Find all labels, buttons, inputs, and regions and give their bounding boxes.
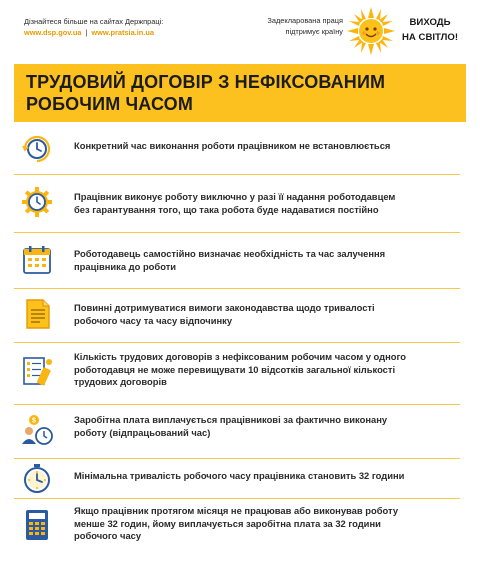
list-item — [16, 408, 462, 454]
header-info-label: Дізнайтеся більше на сайтах Держпраці: — [24, 17, 164, 26]
header-slogan — [237, 15, 343, 37]
gear-clock-icon — [20, 185, 54, 219]
list-item — [16, 294, 462, 338]
list-item-line: Працівник виконує роботу виключно у разі її надання роботодавцем — [74, 191, 396, 202]
campaign-brand — [402, 15, 458, 45]
list-item-line: Мінімальна тривалість робочого часу працівника становить 32 години — [74, 470, 405, 481]
list-item-text — [74, 505, 454, 543]
list-item-line: Якщо працівник протягом місяця не працював або виконував роботу — [74, 505, 399, 516]
link-pratsia[interactable]: www.pratsia.in.ua — [91, 28, 154, 37]
list-item-line: Заробітна плата виплачується працівникові за фактично виконану — [74, 414, 388, 425]
list-item-line: Конкретний час виконання роботи працівником не встановлюється — [74, 140, 391, 151]
list-item-line: працівника до роботи — [74, 260, 177, 272]
list-item-text — [74, 351, 454, 389]
list-item-line: робочого часу та часу відпочинку — [74, 314, 233, 326]
header-info — [24, 16, 163, 38]
divider — [14, 458, 460, 459]
calendar-icon — [20, 243, 54, 277]
divider — [14, 404, 460, 405]
page-title — [26, 71, 385, 115]
page-title-line2: РОБОЧИМ ЧАСОМ — [26, 94, 193, 114]
list-item-line: менше 32 годин, йому виплачується заробітна плата за 32 години — [74, 517, 381, 529]
sun-logo-icon — [346, 6, 396, 56]
document-icon — [20, 297, 54, 331]
list-item-text — [74, 414, 454, 439]
list-item-line: Кількість трудових договорів з нефіксованим робочим часом у одного — [74, 351, 407, 362]
divider — [14, 232, 460, 233]
list-item-line: роботу (відпрацьований час) — [74, 426, 211, 438]
stopwatch-icon — [20, 462, 54, 496]
worker-clock-icon — [20, 412, 54, 446]
list-item-line: роботодавця не може перевищувати 10 відсотків загальної кількості — [74, 363, 396, 375]
brand-line1: ВИХОДЬ — [409, 17, 451, 28]
list-item-text — [74, 248, 454, 273]
header-slogan-line1: Задекларована праця — [267, 16, 343, 25]
list-item-line: без гарантування того, що така робота буде надаватися постійно — [74, 203, 379, 215]
list-item — [16, 462, 462, 494]
link-separator: | — [85, 28, 88, 37]
divider — [14, 174, 460, 175]
list-item — [16, 182, 462, 226]
list-item-line: робочого часу — [74, 530, 142, 541]
svg-text:$: $ — [32, 417, 36, 425]
list-item-line: Повинні дотримуватися вимоги законодавства щодо тривалості — [74, 302, 375, 313]
list-item — [16, 130, 462, 170]
link-dsp[interactable]: www.dsp.gov.ua — [24, 28, 82, 37]
title-banner — [14, 64, 466, 122]
calculator-icon — [20, 508, 54, 542]
brand-line2: НА СВІТЛО! — [402, 32, 459, 43]
list-item-line: трудових договорів — [74, 376, 167, 387]
list-item — [16, 502, 462, 552]
list-item-line: Роботодавець самостійно визначає необхідність та час залучення — [74, 248, 386, 259]
list-item — [16, 240, 462, 284]
page-header — [0, 0, 480, 58]
divider — [14, 288, 460, 289]
divider — [14, 342, 460, 343]
list-item — [16, 348, 462, 398]
checklist-icon — [20, 354, 54, 388]
header-slogan-line2: підтримує країну — [285, 27, 343, 36]
list-item-text — [74, 140, 454, 153]
page-title-line1: ТРУДОВИЙ ДОГОВІР З НЕФІКСОВАНИМ — [26, 72, 386, 92]
clock-gear-icon — [20, 132, 54, 166]
list-item-text — [74, 470, 454, 483]
list-item-text — [74, 191, 454, 216]
divider — [14, 498, 460, 499]
list-item-text — [74, 302, 454, 327]
